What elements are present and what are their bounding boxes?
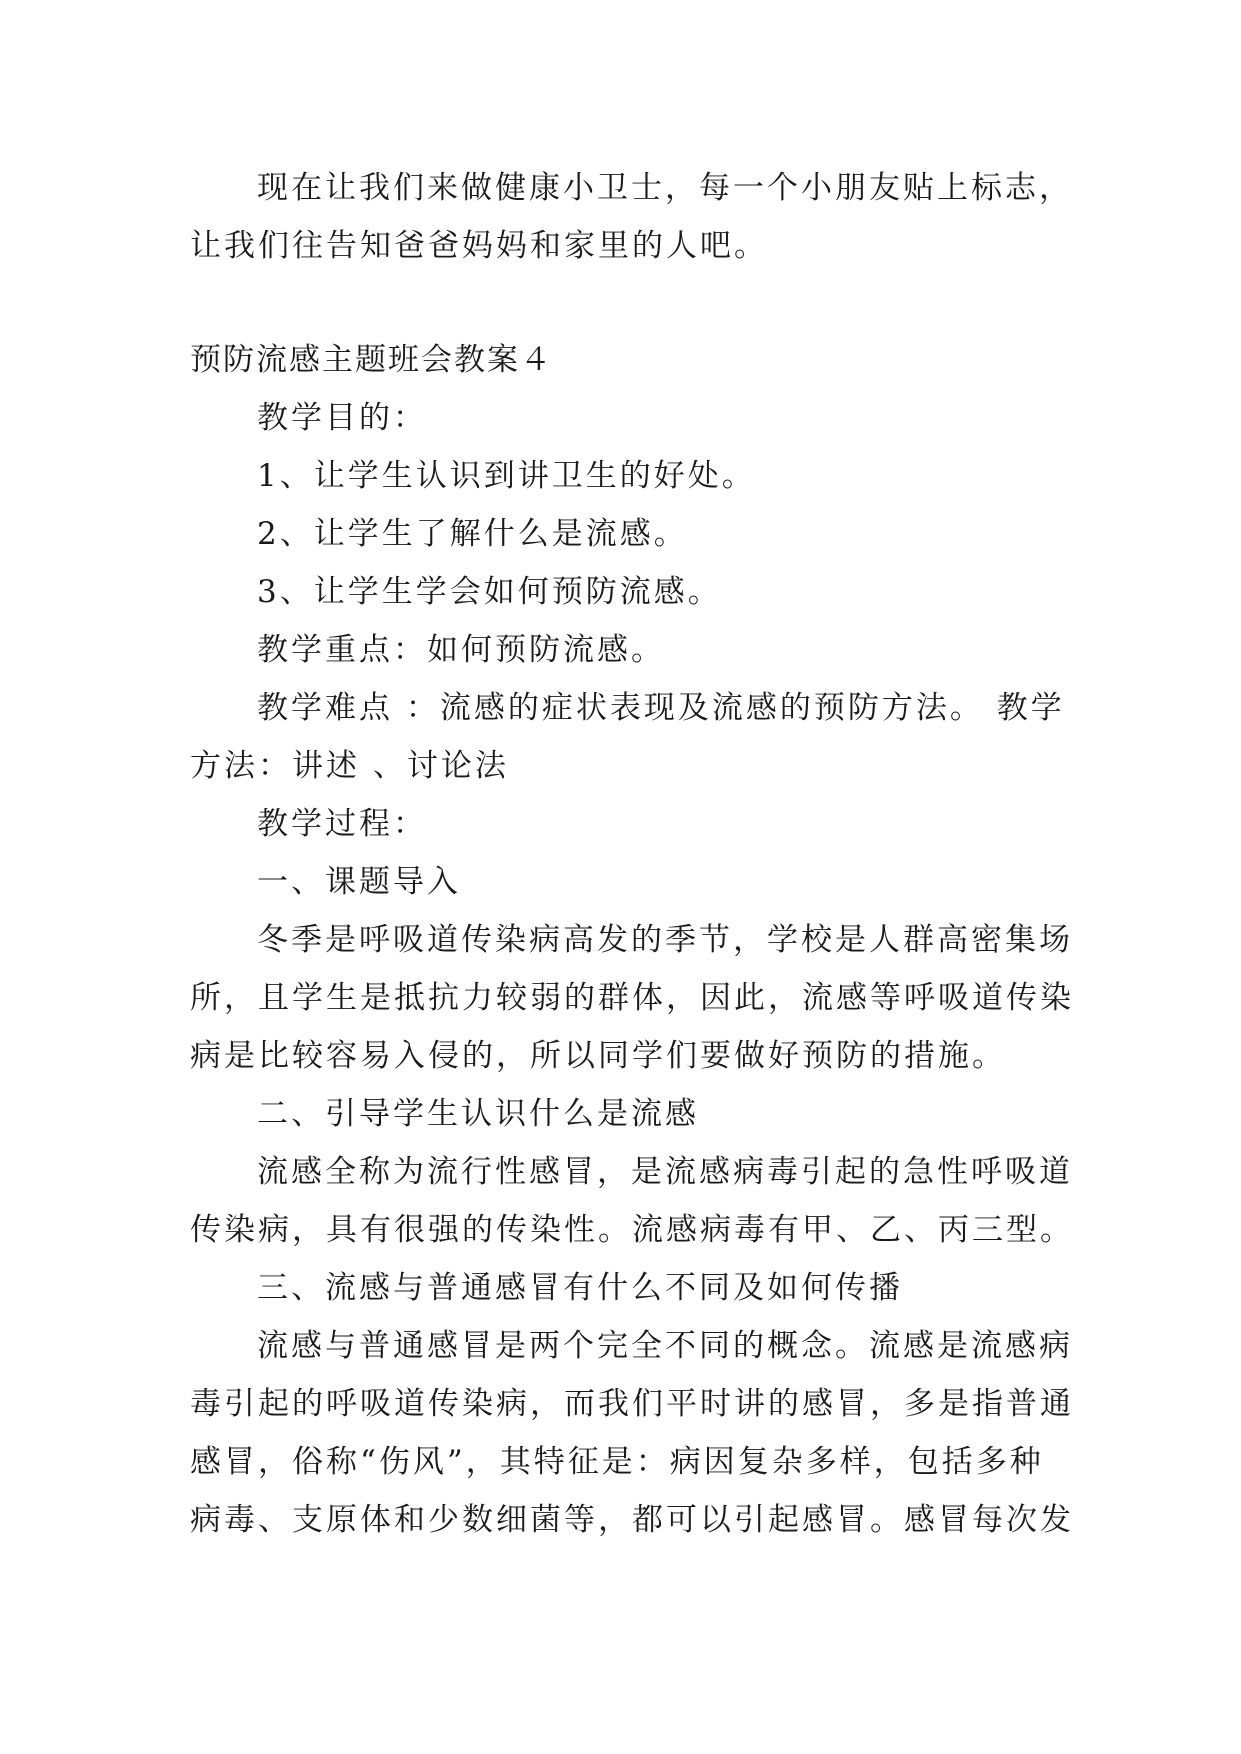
paragraph-line: 流感全称为流行性感冒，是流感病毒引起的急性呼吸道 <box>257 1154 1073 1190</box>
subheading: 一、课题导入 <box>257 864 461 900</box>
paragraph-line: 所，且学生是抵抗力较弱的群体，因此，流感等呼吸道传染 <box>190 980 1074 1016</box>
paragraph-line: 现在让我们来做健康小卫士，每一个小朋友贴上标志， <box>257 170 1073 206</box>
list-item: 2、让学生了解什么是流感。 <box>257 516 688 552</box>
paragraph-line: 毒引起的呼吸道传染病，而我们平时讲的感冒，多是指普通 <box>190 1386 1074 1422</box>
section-title: 预防流感主题班会教案４ <box>190 342 553 378</box>
paragraph-line: 流感与普通感冒是两个完全不同的概念。流感是流感病 <box>257 1328 1073 1364</box>
paragraph-line: 教学重点：如何预防流感。 <box>257 632 665 668</box>
paragraph-line: 感冒，俗称“伤风”，其特征是：病因复杂多样，包括多种 <box>190 1444 1044 1480</box>
paragraph-line: 让我们往告知爸爸妈妈和家里的人吧。 <box>190 228 768 264</box>
subheading: 二、引导学生认识什么是流感 <box>257 1096 699 1132</box>
paragraph-line: 教学难点 ：流感的症状表现及流感的预防方法。 教学 <box>257 690 1065 726</box>
paragraph-line: 教学目的： <box>257 400 427 436</box>
paragraph-line: 方法：讲述 、讨论法 <box>190 748 509 784</box>
paragraph-line: 教学过程： <box>257 806 427 842</box>
subheading: 三、流感与普通感冒有什么不同及如何传播 <box>257 1270 903 1306</box>
list-item: 1、让学生认识到讲卫生的好处。 <box>257 458 756 494</box>
paragraph-line: 冬季是呼吸道传染病高发的季节，学校是人群高密集场 <box>257 922 1073 958</box>
paragraph-line: 病是比较容易入侵的，所以同学们要做好预防的措施。 <box>190 1038 1006 1074</box>
paragraph-line: 传染病，具有很强的传染性。流感病毒有甲、乙、丙三型。 <box>190 1212 1074 1248</box>
paragraph-line: 病毒、支原体和少数细菌等，都可以引起感冒。感冒每次发 <box>190 1502 1074 1538</box>
list-item: 3、让学生学会如何预防流感。 <box>257 574 722 610</box>
